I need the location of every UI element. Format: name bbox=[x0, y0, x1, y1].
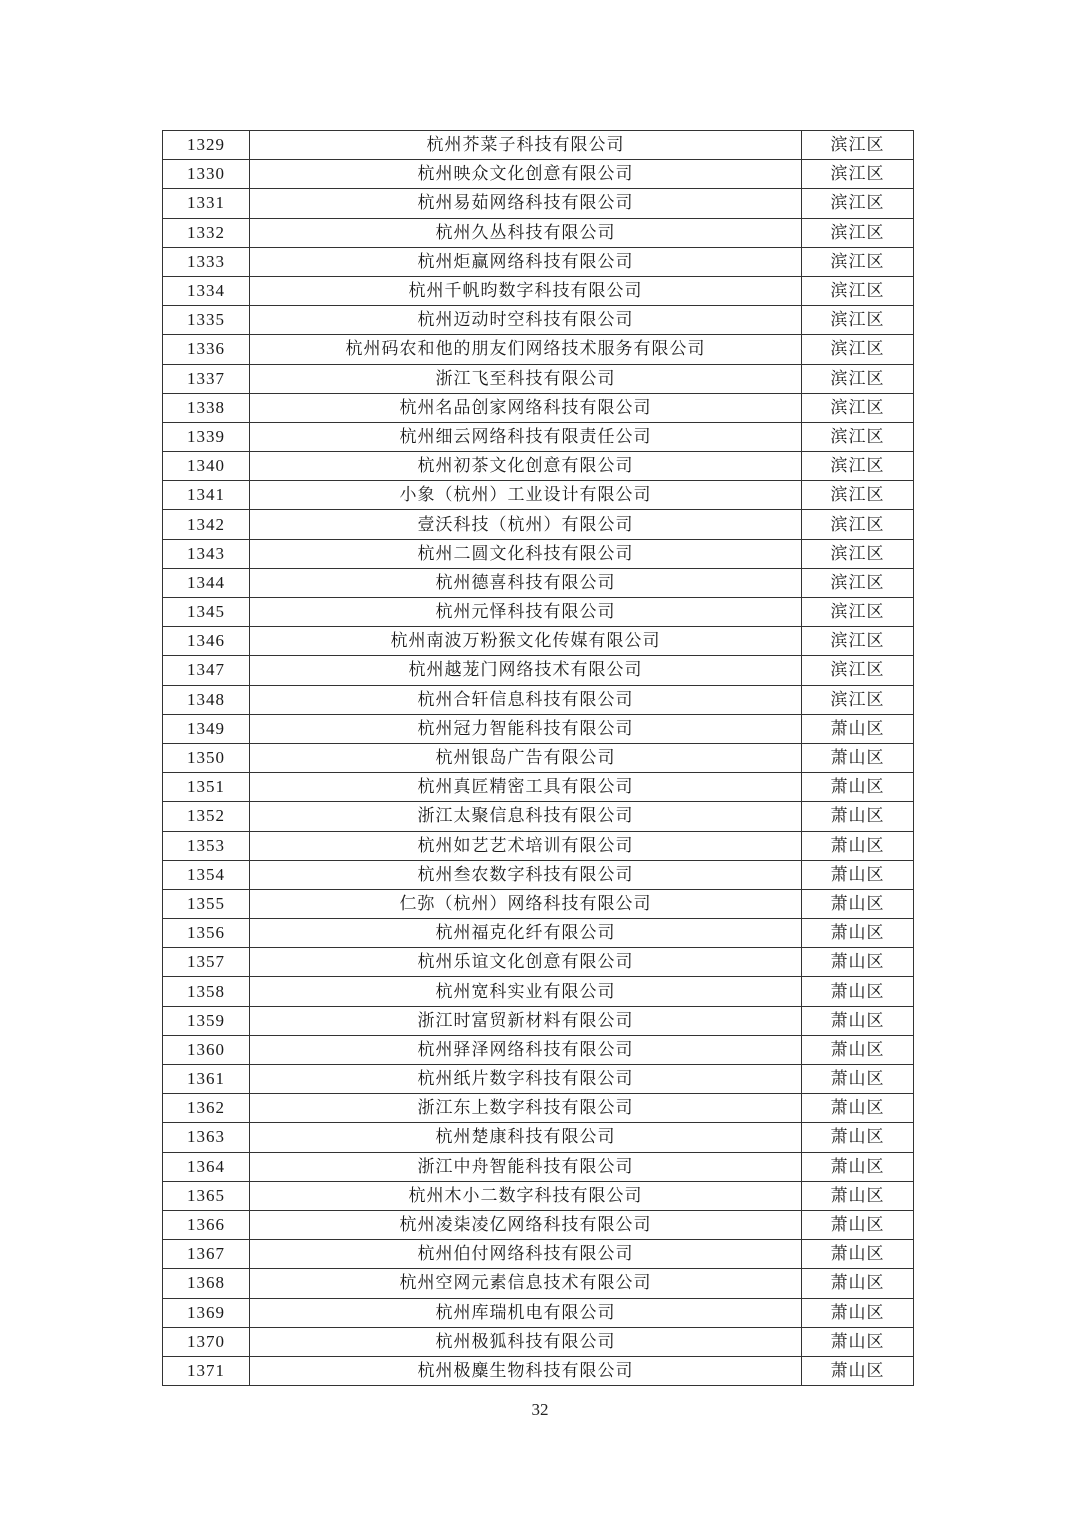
district-cell: 萧山区 bbox=[802, 1123, 914, 1152]
table-row bbox=[163, 1269, 914, 1298]
company-name-cell: 浙江时富贸新材料有限公司 bbox=[250, 1006, 802, 1035]
company-name-cell: 杭州码农和他的朋友们网络技术服务有限公司 bbox=[250, 335, 802, 364]
district-cell: 萧山区 bbox=[802, 1152, 914, 1181]
district-cell: 萧山区 bbox=[802, 977, 914, 1006]
row-number-cell: 1354 bbox=[163, 860, 250, 889]
company-name-cell: 杭州名品创家网络科技有限公司 bbox=[250, 393, 802, 422]
company-name-cell: 杭州初茶文化创意有限公司 bbox=[250, 452, 802, 481]
row-number-cell: 1342 bbox=[163, 510, 250, 539]
district-cell: 滨江区 bbox=[802, 568, 914, 597]
district-cell: 萧山区 bbox=[802, 1065, 914, 1094]
table-row bbox=[163, 802, 914, 831]
company-name-cell: 杭州冠力智能科技有限公司 bbox=[250, 714, 802, 743]
district-cell: 滨江区 bbox=[802, 627, 914, 656]
table-row bbox=[163, 189, 914, 218]
table-row bbox=[163, 889, 914, 918]
table-row bbox=[163, 1123, 914, 1152]
district-cell: 滨江区 bbox=[802, 452, 914, 481]
company-name-cell: 杭州真匠精密工具有限公司 bbox=[250, 773, 802, 802]
table-row bbox=[163, 1152, 914, 1181]
row-number-cell: 1351 bbox=[163, 773, 250, 802]
table-row bbox=[163, 539, 914, 568]
table-row bbox=[163, 393, 914, 422]
company-name-cell: 杭州宽科实业有限公司 bbox=[250, 977, 802, 1006]
row-number-cell: 1362 bbox=[163, 1094, 250, 1123]
company-name-cell: 杭州合轩信息科技有限公司 bbox=[250, 685, 802, 714]
row-number-cell: 1364 bbox=[163, 1152, 250, 1181]
row-number-cell: 1350 bbox=[163, 743, 250, 772]
row-number-cell: 1359 bbox=[163, 1006, 250, 1035]
table-row bbox=[163, 773, 914, 802]
district-cell: 萧山区 bbox=[802, 1356, 914, 1385]
row-number-cell: 1369 bbox=[163, 1298, 250, 1327]
row-number-cell: 1346 bbox=[163, 627, 250, 656]
company-name-cell: 杭州库瑞机电有限公司 bbox=[250, 1298, 802, 1327]
company-name-cell: 杭州极麋生物科技有限公司 bbox=[250, 1356, 802, 1385]
table-row bbox=[163, 510, 914, 539]
row-number-cell: 1361 bbox=[163, 1065, 250, 1094]
company-name-cell: 浙江中舟智能科技有限公司 bbox=[250, 1152, 802, 1181]
row-number-cell: 1333 bbox=[163, 247, 250, 276]
district-cell: 萧山区 bbox=[802, 1240, 914, 1269]
table-row bbox=[163, 1298, 914, 1327]
row-number-cell: 1331 bbox=[163, 189, 250, 218]
district-cell: 萧山区 bbox=[802, 1210, 914, 1239]
company-name-cell: 杭州千帆昀数字科技有限公司 bbox=[250, 276, 802, 305]
table-row bbox=[163, 685, 914, 714]
company-name-cell: 杭州芥菜子科技有限公司 bbox=[250, 131, 802, 160]
row-number-cell: 1370 bbox=[163, 1327, 250, 1356]
row-number-cell: 1356 bbox=[163, 919, 250, 948]
district-cell: 萧山区 bbox=[802, 1035, 914, 1064]
row-number-cell: 1365 bbox=[163, 1181, 250, 1210]
district-cell: 滨江区 bbox=[802, 306, 914, 335]
table-row bbox=[163, 1181, 914, 1210]
company-name-cell: 杭州映众文化创意有限公司 bbox=[250, 160, 802, 189]
table-row bbox=[163, 1240, 914, 1269]
company-name-cell: 杭州久丛科技有限公司 bbox=[250, 218, 802, 247]
district-cell: 滨江区 bbox=[802, 335, 914, 364]
table-row bbox=[163, 481, 914, 510]
district-cell: 滨江区 bbox=[802, 685, 914, 714]
company-name-cell: 杭州纸片数字科技有限公司 bbox=[250, 1065, 802, 1094]
company-name-cell: 杭州德喜科技有限公司 bbox=[250, 568, 802, 597]
district-cell: 萧山区 bbox=[802, 919, 914, 948]
table-row bbox=[163, 1065, 914, 1094]
table-row bbox=[163, 452, 914, 481]
company-name-cell: 杭州细云网络科技有限责任公司 bbox=[250, 422, 802, 451]
row-number-cell: 1348 bbox=[163, 685, 250, 714]
table-row bbox=[163, 919, 914, 948]
table-row bbox=[163, 627, 914, 656]
table-row bbox=[163, 364, 914, 393]
district-cell: 滨江区 bbox=[802, 539, 914, 568]
table-row bbox=[163, 831, 914, 860]
district-cell: 萧山区 bbox=[802, 831, 914, 860]
district-cell: 滨江区 bbox=[802, 422, 914, 451]
table-row bbox=[163, 335, 914, 364]
table-row bbox=[163, 247, 914, 276]
district-cell: 滨江区 bbox=[802, 481, 914, 510]
table-row bbox=[163, 1327, 914, 1356]
row-number-cell: 1358 bbox=[163, 977, 250, 1006]
table-row bbox=[163, 743, 914, 772]
table-row bbox=[163, 306, 914, 335]
company-name-cell: 杭州二圆文化科技有限公司 bbox=[250, 539, 802, 568]
district-cell: 萧山区 bbox=[802, 1327, 914, 1356]
table-row bbox=[163, 714, 914, 743]
company-name-cell: 杭州木小二数字科技有限公司 bbox=[250, 1181, 802, 1210]
district-cell: 滨江区 bbox=[802, 598, 914, 627]
company-name-cell: 杭州如艺艺术培训有限公司 bbox=[250, 831, 802, 860]
district-cell: 萧山区 bbox=[802, 1181, 914, 1210]
table-row bbox=[163, 131, 914, 160]
row-number-cell: 1360 bbox=[163, 1035, 250, 1064]
district-cell: 滨江区 bbox=[802, 218, 914, 247]
table-row bbox=[163, 568, 914, 597]
district-cell: 滨江区 bbox=[802, 510, 914, 539]
row-number-cell: 1357 bbox=[163, 948, 250, 977]
table-row bbox=[163, 1006, 914, 1035]
company-name-cell: 杭州南波万粉猴文化传媒有限公司 bbox=[250, 627, 802, 656]
company-name-cell: 杭州驿泽网络科技有限公司 bbox=[250, 1035, 802, 1064]
row-number-cell: 1330 bbox=[163, 160, 250, 189]
company-name-cell: 杭州元怿科技有限公司 bbox=[250, 598, 802, 627]
district-cell: 萧山区 bbox=[802, 1006, 914, 1035]
district-cell: 滨江区 bbox=[802, 131, 914, 160]
company-name-cell: 仁弥（杭州）网络科技有限公司 bbox=[250, 889, 802, 918]
table-row bbox=[163, 160, 914, 189]
company-name-cell: 浙江太聚信息科技有限公司 bbox=[250, 802, 802, 831]
company-name-cell: 杭州伯付网络科技有限公司 bbox=[250, 1240, 802, 1269]
company-name-cell: 杭州越茏门网络技术有限公司 bbox=[250, 656, 802, 685]
row-number-cell: 1337 bbox=[163, 364, 250, 393]
row-number-cell: 1366 bbox=[163, 1210, 250, 1239]
row-number-cell: 1332 bbox=[163, 218, 250, 247]
row-number-cell: 1347 bbox=[163, 656, 250, 685]
page-number: 32 bbox=[531, 1400, 549, 1419]
company-list-table bbox=[162, 130, 914, 1386]
company-name-cell: 杭州炬赢网络科技有限公司 bbox=[250, 247, 802, 276]
district-cell: 萧山区 bbox=[802, 773, 914, 802]
row-number-cell: 1340 bbox=[163, 452, 250, 481]
table-row bbox=[163, 1035, 914, 1064]
table-row bbox=[163, 422, 914, 451]
row-number-cell: 1335 bbox=[163, 306, 250, 335]
row-number-cell: 1338 bbox=[163, 393, 250, 422]
row-number-cell: 1355 bbox=[163, 889, 250, 918]
table-row bbox=[163, 1094, 914, 1123]
district-cell: 萧山区 bbox=[802, 1094, 914, 1123]
row-number-cell: 1371 bbox=[163, 1356, 250, 1385]
row-number-cell: 1345 bbox=[163, 598, 250, 627]
row-number-cell: 1329 bbox=[163, 131, 250, 160]
district-cell: 滨江区 bbox=[802, 364, 914, 393]
company-name-cell: 杭州楚康科技有限公司 bbox=[250, 1123, 802, 1152]
company-name-cell: 杭州乐谊文化创意有限公司 bbox=[250, 948, 802, 977]
company-name-cell: 杭州凌柒凌亿网络科技有限公司 bbox=[250, 1210, 802, 1239]
table-row bbox=[163, 1356, 914, 1385]
district-cell: 萧山区 bbox=[802, 1269, 914, 1298]
row-number-cell: 1368 bbox=[163, 1269, 250, 1298]
table-row bbox=[163, 1210, 914, 1239]
row-number-cell: 1343 bbox=[163, 539, 250, 568]
company-name-cell: 小象（杭州）工业设计有限公司 bbox=[250, 481, 802, 510]
company-name-cell: 杭州极狐科技有限公司 bbox=[250, 1327, 802, 1356]
company-name-cell: 杭州银岛广告有限公司 bbox=[250, 743, 802, 772]
row-number-cell: 1339 bbox=[163, 422, 250, 451]
district-cell: 萧山区 bbox=[802, 860, 914, 889]
district-cell: 萧山区 bbox=[802, 802, 914, 831]
district-cell: 萧山区 bbox=[802, 1298, 914, 1327]
row-number-cell: 1334 bbox=[163, 276, 250, 305]
company-list-body bbox=[163, 131, 914, 1386]
district-cell: 滨江区 bbox=[802, 276, 914, 305]
company-name-cell: 杭州福克化纤有限公司 bbox=[250, 919, 802, 948]
row-number-cell: 1352 bbox=[163, 802, 250, 831]
table-row bbox=[163, 656, 914, 685]
table-row bbox=[163, 860, 914, 889]
company-name-cell: 杭州迈动时空科技有限公司 bbox=[250, 306, 802, 335]
table-row bbox=[163, 598, 914, 627]
company-name-cell: 浙江东上数字科技有限公司 bbox=[250, 1094, 802, 1123]
company-name-cell: 杭州叁农数字科技有限公司 bbox=[250, 860, 802, 889]
company-name-cell: 浙江飞至科技有限公司 bbox=[250, 364, 802, 393]
row-number-cell: 1341 bbox=[163, 481, 250, 510]
table-row bbox=[163, 276, 914, 305]
district-cell: 滨江区 bbox=[802, 247, 914, 276]
district-cell: 滨江区 bbox=[802, 393, 914, 422]
row-number-cell: 1363 bbox=[163, 1123, 250, 1152]
district-cell: 萧山区 bbox=[802, 714, 914, 743]
district-cell: 萧山区 bbox=[802, 743, 914, 772]
district-cell: 滨江区 bbox=[802, 656, 914, 685]
company-name-cell: 杭州易茹网络科技有限公司 bbox=[250, 189, 802, 218]
company-name-cell: 壹沃科技（杭州）有限公司 bbox=[250, 510, 802, 539]
table-row bbox=[163, 948, 914, 977]
district-cell: 萧山区 bbox=[802, 889, 914, 918]
row-number-cell: 1349 bbox=[163, 714, 250, 743]
row-number-cell: 1353 bbox=[163, 831, 250, 860]
table-row bbox=[163, 977, 914, 1006]
row-number-cell: 1367 bbox=[163, 1240, 250, 1269]
district-cell: 萧山区 bbox=[802, 948, 914, 977]
district-cell: 滨江区 bbox=[802, 160, 914, 189]
row-number-cell: 1344 bbox=[163, 568, 250, 597]
table-row bbox=[163, 218, 914, 247]
row-number-cell: 1336 bbox=[163, 335, 250, 364]
company-name-cell: 杭州空网元素信息技术有限公司 bbox=[250, 1269, 802, 1298]
district-cell: 滨江区 bbox=[802, 189, 914, 218]
